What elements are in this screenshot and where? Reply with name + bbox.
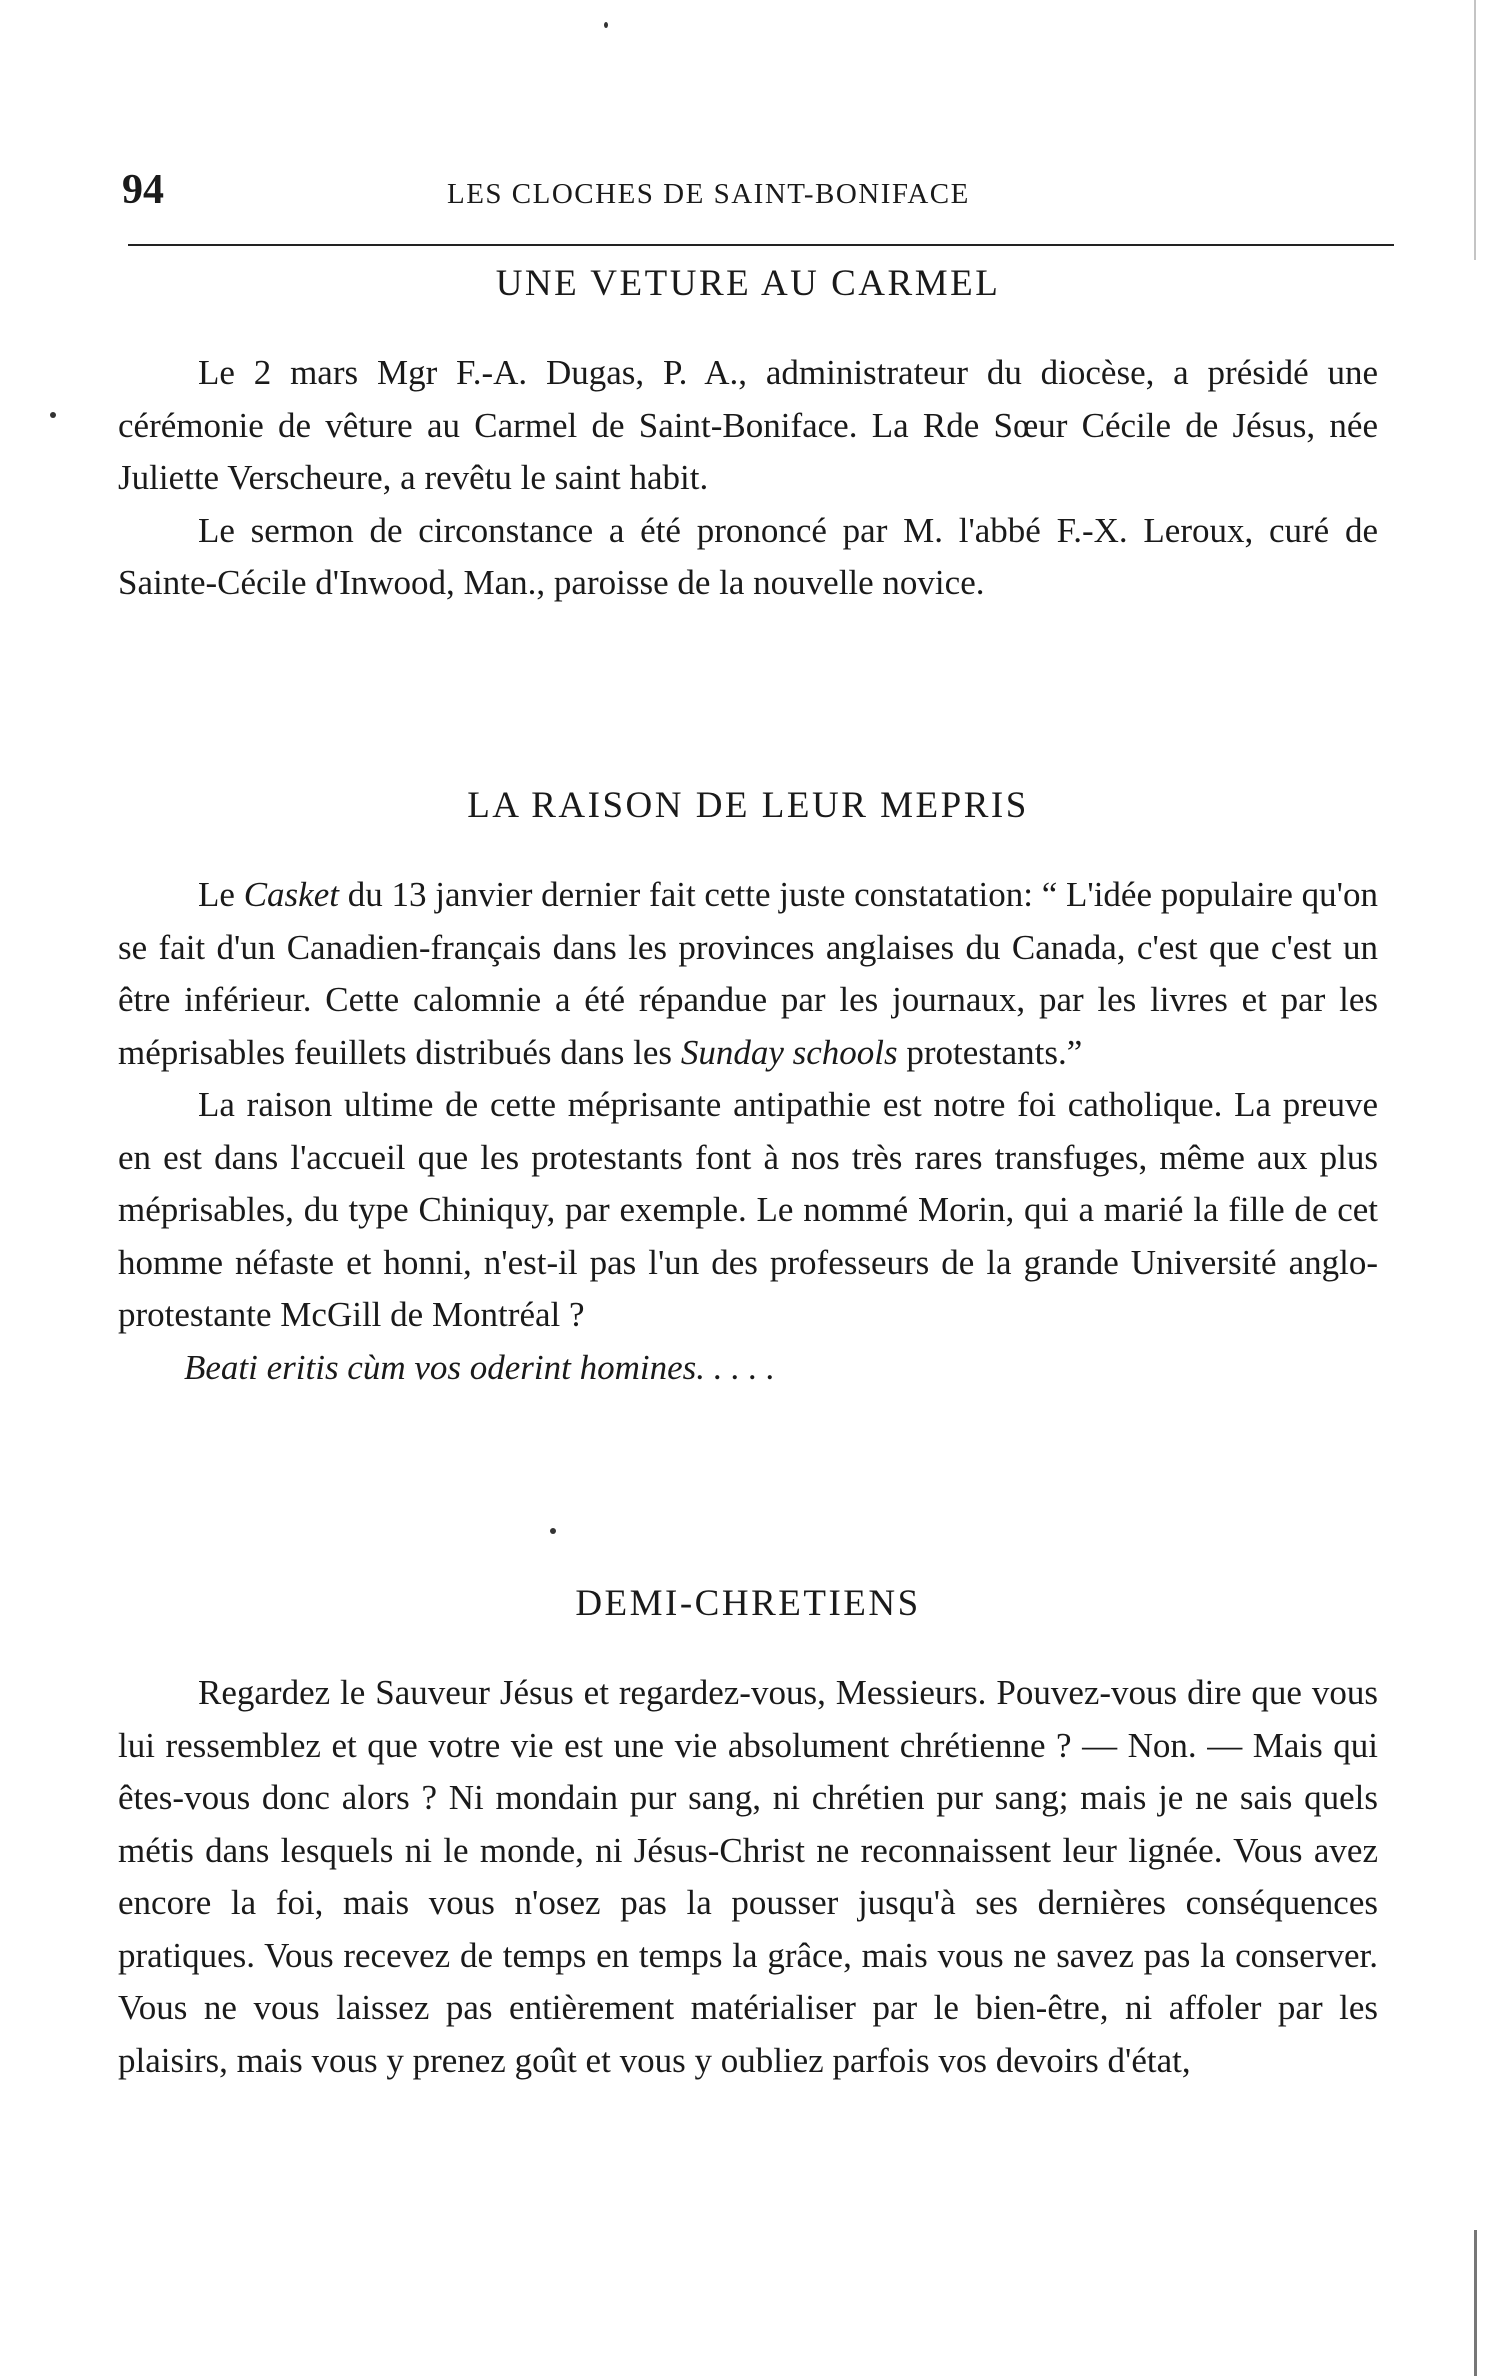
running-head: [122, 158, 1392, 218]
paragraph: Le 2 mars Mgr F.-A. Dugas, P. A., administrateur du diocèse, a présidé une cérémonie de vêture au Carmel de Saint-Boniface. La Rde Sœur Cécile de Jésus, née Juliette Verscheure, a revêtu le saint habit.: [118, 353, 1378, 497]
text-run: du 13 janvier dernier fait cette juste constatation: “ L'idée populaire qu'on se fait d'un Canadien-français dans les provinces anglaises du Canada, c'est que c'est un être inférieur. Cette calomnie a été répandue par les journaux, par les livres et par les méprisables feuillets distribués dans les: [118, 875, 1378, 1072]
section-veture-au-carmel: [118, 262, 1378, 610]
scan-speck: [550, 1528, 556, 1534]
text-run: protestants.”: [897, 1032, 1083, 1072]
scan-speck: [604, 22, 608, 28]
section-title: DEMI-CHRETIENS: [575, 1583, 921, 1624]
publication-name: Casket: [243, 875, 339, 914]
section-demi-chretiens: [118, 1582, 1378, 2087]
latin-quote: Beati eritis cùm vos oderint homines. . . . .: [184, 1347, 776, 1387]
paragraph: La raison ultime de cette méprisante antipathie est notre foi catholique. La preuve en est dans l'accueil que les protestants font à nos très rares transfuges, même aux plus méprisables, du type Chiniquy, par exemple. Le nommé Morin, qui a marié la fille de cet homme néfaste et honni, n'est-il pas l'un des professeurs de la grande Université anglo-protestante McGill de Montréal ?: [118, 1085, 1378, 1334]
italic-phrase: Sunday schools: [680, 1032, 898, 1072]
paragraph: Le sermon de circonstance a été prononcé par M. l'abbé F.-X. Leroux, curé de Sainte-Cécile d'Inwood, Man., paroisse de la nouvelle novice.: [118, 510, 1378, 602]
header-rule: [128, 244, 1394, 246]
paragraph: Regardez le Sauveur Jésus et regardez-vous, Messieurs. Pouvez-vous dire que vous lui ressemblez et que votre vie est une vie absolument chrétienne ? — Non. — Mais qui êtes-vous donc alors ? Ni mondain pur sang, ni chrétien pur sang; mais je ne sais quels métis dans lesquels ni le monde, ni Jésus-Christ ne reconnaissent leur lignée. Vous avez encore la foi, mais vous n'osez pas la pousser jusqu'à ses dernières conséquences pratiques. Vous recevez de temps en temps la grâce, mais vous ne savez pas la conserver. Vous ne vous laissez pas entièrement matérialiser par le bien-être, ni affoler par les plaisirs, mais vous y prenez goût et vous y oubliez parfois vos devoirs d'état,: [118, 1673, 1378, 2080]
text-run: Le: [198, 875, 244, 914]
running-title: LES CLOCHES DE SAINT-BONIFACE: [447, 178, 970, 210]
page-number: 94: [122, 167, 164, 213]
scan-speck: [50, 412, 56, 418]
scan-edge-mark: [1474, 2230, 1477, 2376]
section-title: LA RAISON DE LEUR MEPRIS: [467, 785, 1029, 826]
paragraph: [118, 869, 1378, 1079]
section-raison-de-leur-mepris: [118, 784, 1378, 1394]
section-title: UNE VETURE AU CARMEL: [495, 263, 1001, 304]
scan-edge-mark: [1474, 0, 1476, 260]
